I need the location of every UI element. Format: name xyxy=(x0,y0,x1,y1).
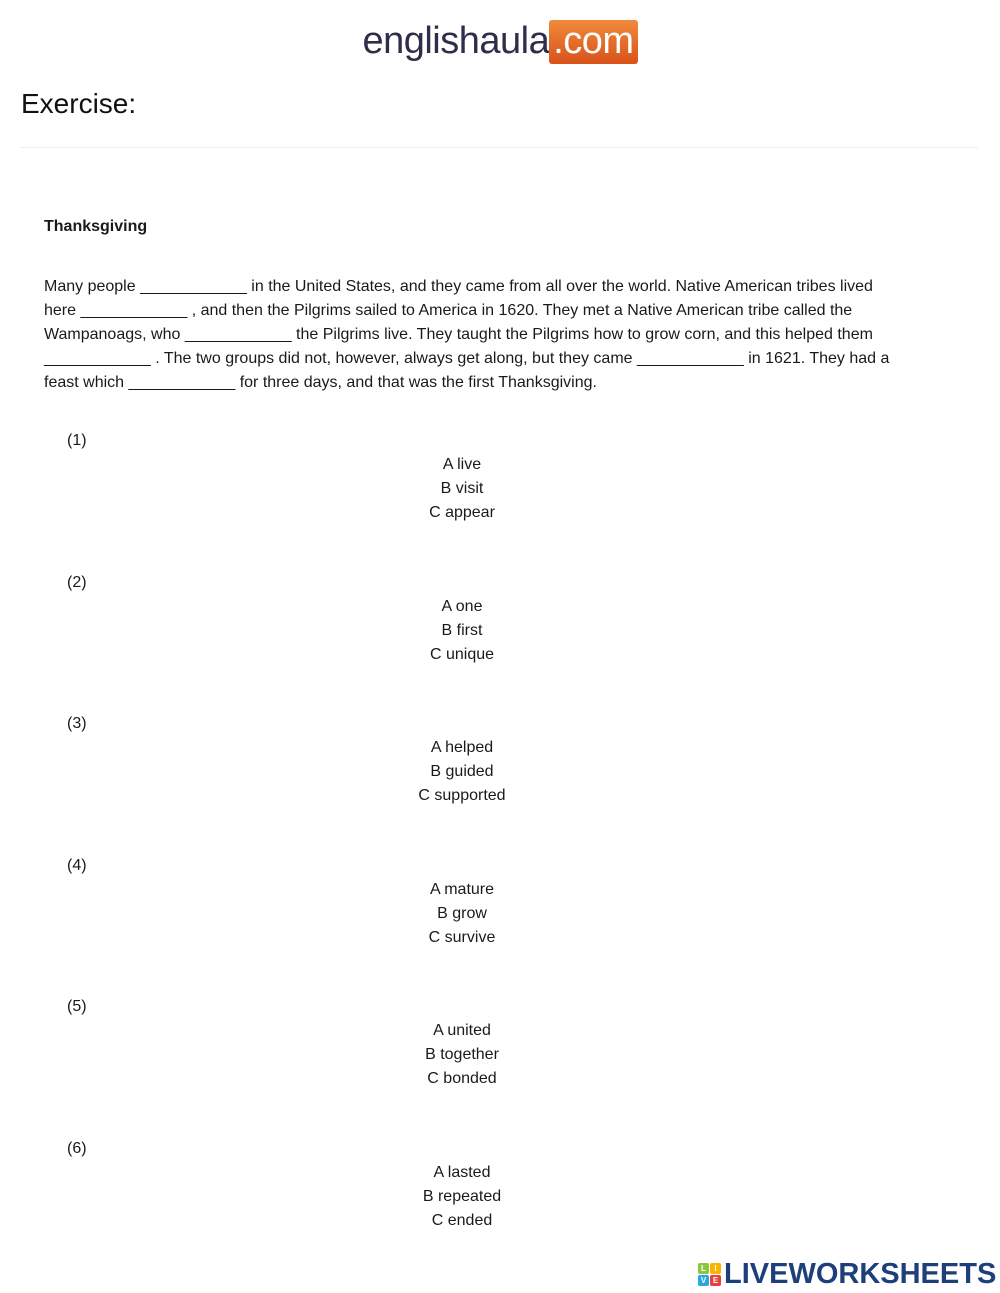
paragraph-line: Wampanoags, who ____________ the Pilgrims live. They taught the Pilgrims how to grow corn, and this helped them xyxy=(44,326,873,343)
options-list xyxy=(362,736,562,808)
option[interactable]: B repeated xyxy=(422,1187,502,1205)
option[interactable]: C appear xyxy=(429,504,495,521)
option[interactable]: A united xyxy=(433,1022,491,1039)
question xyxy=(0,431,1000,551)
option[interactable]: C survive xyxy=(428,928,496,946)
question xyxy=(0,573,1000,693)
option[interactable]: A live xyxy=(442,456,482,473)
page-title: Exercise: xyxy=(21,88,137,119)
question-number: (3) xyxy=(67,715,87,732)
live-tiles-icon xyxy=(698,1263,721,1286)
option[interactable]: C unique xyxy=(429,645,495,663)
question-number: (4) xyxy=(67,856,87,874)
option[interactable]: C ended xyxy=(431,1211,493,1229)
question xyxy=(0,997,1000,1117)
options-list xyxy=(362,878,562,950)
option[interactable]: A mature xyxy=(429,880,495,898)
divider xyxy=(20,147,978,148)
question-number: (2) xyxy=(67,573,87,591)
options-list xyxy=(362,595,562,667)
option[interactable]: B guided xyxy=(430,763,494,780)
option[interactable]: A lasted xyxy=(433,1163,491,1181)
paragraph-line: Many people ____________ in the United States, and they came from all over the world. Native American tribes lived xyxy=(44,278,873,295)
option[interactable]: B together xyxy=(425,1046,499,1063)
option[interactable]: C supported xyxy=(418,787,506,804)
logo-tile: L xyxy=(698,1263,709,1274)
option[interactable]: A helped xyxy=(430,739,494,756)
liveworksheets-logo xyxy=(698,1258,996,1291)
paragraph-line: ____________ . The two groups did not, however, always get along, but they came ____________ in 1621. They had a xyxy=(44,350,890,367)
paragraph-line: here ____________ , and then the Pilgrims sailed to America in 1620. They met a Native American tribe called the xyxy=(44,302,853,319)
question-number: (6) xyxy=(67,1139,87,1157)
logo-tile: I xyxy=(710,1263,721,1274)
option[interactable]: C bonded xyxy=(427,1070,497,1087)
question-number: (5) xyxy=(67,998,87,1015)
liveworksheets-wordmark: LIVEWORKSHEETS xyxy=(724,1258,997,1290)
englishaula-logo: englishaula .com xyxy=(0,20,1000,63)
options-list xyxy=(362,453,562,525)
question xyxy=(0,714,1000,834)
question xyxy=(0,856,1000,976)
exercise-paragraph xyxy=(44,275,974,395)
paragraph-line: feast which ____________ for three days, and that was the first Thanksgiving. xyxy=(44,374,597,391)
option[interactable]: B visit xyxy=(440,480,484,497)
option[interactable]: B grow xyxy=(437,904,487,922)
options-list xyxy=(362,1019,562,1091)
option[interactable]: B first xyxy=(441,621,483,639)
exercise-title: Thanksgiving xyxy=(44,218,148,235)
options-list xyxy=(362,1161,562,1233)
question xyxy=(0,1139,1000,1259)
logo-tile: E xyxy=(710,1275,721,1286)
question-number: (1) xyxy=(67,432,87,449)
option[interactable]: A one xyxy=(441,597,483,615)
logo-tile: V xyxy=(698,1275,709,1286)
